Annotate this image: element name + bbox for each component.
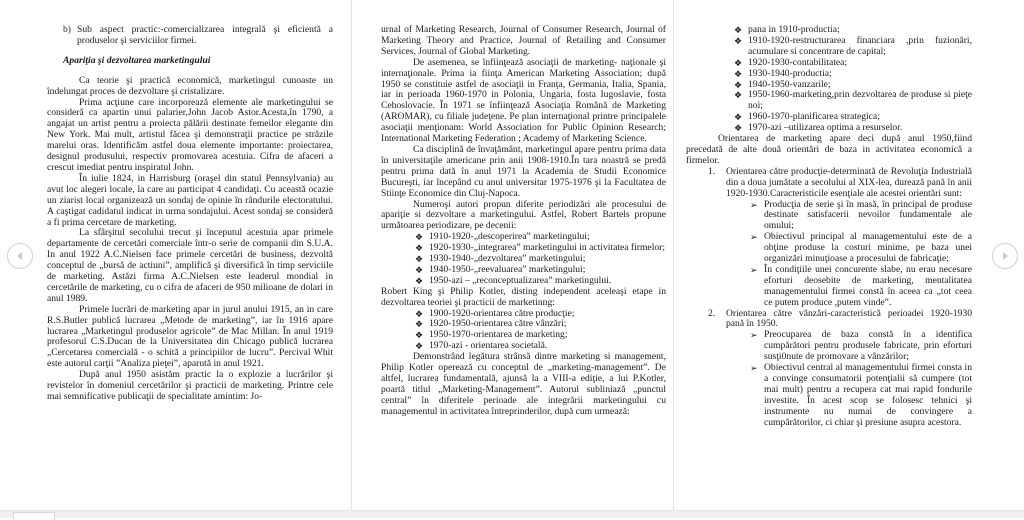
page-3 — [673, 0, 1024, 510]
arrow-bullet-icon: ➢ — [750, 264, 758, 275]
diamond-bullet-icon: ❖ — [734, 123, 743, 134]
list-item: ➢ Obiectivul principal al managementului este de a obţine produse la costuri minime, pe baza unei organizări minuţioase a procesului de fabricaţie; — [750, 231, 972, 265]
chevron-right-icon — [1000, 251, 1010, 261]
paragraph: Numeroşi autori propun diferite periodizări ale procesului de apariţie si dezvoltare a marketingului. Astfel, Robert Bartels propune următoarea periodizare, pe decenii: — [381, 198, 666, 232]
list-item: ➢ Preocuparea de baza constă în a identifica cumpărători pentru produsele fabricate, prin eforturi susţi0nute de promovare a vânzărilor; — [750, 329, 972, 363]
list-item: ❖ 1920-1930-contabilitatea; — [734, 56, 848, 68]
list-number: 1. — [708, 165, 716, 177]
list-item: ❖ 1960-1970-planificarea strategica; — [734, 111, 880, 123]
page-3-column — [686, 25, 972, 429]
paragraph: Robert King şi Philip Kotler, disting independent aceleaşi etape in dezvoltarea teoriei şi practicii de marketinng: — [381, 285, 666, 308]
diamond-bullet-icon: ❖ — [734, 57, 743, 68]
arrow-bullet-icon: ➢ — [750, 330, 758, 341]
paragraph: Prima acţiune care incorporează elemente ale marketingului se consideră ca apartin unui palarier,John Jacob Astor.Acesta,în 1790, a angajat un artist pentru a proiecta pălării destinate femeilor elegante din New York. Mai mult, artistul făcea şi demonstraţii practice pe străzile marelui oras. Identificăm astfel doua elemente importante: proiectarea, designul produsului, respectiv promovarea acestuia. Cifra de afaceri a crescut imediat pentru inspiratul John. — [47, 96, 333, 173]
diamond-bullet-icon: ❖ — [415, 243, 424, 254]
previous-page-button[interactable] — [7, 243, 33, 269]
diamond-bullet-icon: ❖ — [415, 308, 424, 319]
list-text: Sub aspect practic:-comercializarea integrală şi eficientă a produselor şi serviciilor firmei. — [77, 24, 333, 46]
list-item: ➢ În condiţiile unei concurente slabe, nu erau necesare eforturi deosebite de marketing, mentalitatea managementului firmei constă în aceea ca „tot ceea ce putem produce ,putem vinde”. — [750, 263, 972, 308]
list-item: ❖ 1940-1950-vanzarile; — [734, 78, 831, 90]
list-item: ❖ 1930-1940-productia; — [734, 67, 832, 79]
paragraph: urnal of Marketing Research, Journal of Consumer Research, Journal of Marketing Theory and Practice, Journal of Retailing and Consumer Services, Journal of Global Marketing. — [381, 24, 666, 57]
arrow-bullet-icon: ➢ — [750, 232, 758, 243]
list-item: ❖ 1950-azi – „reconceptualizarea” marketingului. — [415, 274, 612, 286]
list-marker: b) — [63, 24, 71, 35]
page-1 — [0, 0, 351, 510]
diamond-bullet-icon: ❖ — [415, 330, 424, 341]
next-page-button[interactable] — [992, 243, 1018, 269]
diamond-bullet-icon: ❖ — [734, 68, 743, 79]
list-item-b — [63, 25, 333, 47]
orientation-1-points — [750, 200, 972, 309]
list-item: ❖ 1930-1940-„dezvoltarea” marketingului; — [415, 253, 586, 265]
diamond-bullet-icon: ❖ — [734, 25, 743, 35]
arrow-bullet-icon: ➢ — [750, 363, 758, 374]
chevron-left-icon — [15, 251, 25, 261]
orientation-item-2: 2. Orientarea către vânzări-caracteristică perioadei 1920-1930 pană în 1950. — [708, 307, 972, 330]
page-1-column — [47, 25, 333, 403]
list-item: ❖ 1910-1920-„descoperirea” marketingului; — [415, 231, 590, 243]
king-kotler-list — [415, 309, 666, 353]
paragraph: Demonstrând legătura strânsă dintre marketing si management, Philip Kotler operează cu conceptul de „marketing-management”. De altfel, lucrarea fundamentală, ajunsă la a VIII-a ediţie, a lui P.Kotler, poartă titlul „Marketing-Management”. Autorul subliniază „punctul central” în diferitele perioade ale integrării marketingului cu managementul in activitatea întreprinderilor, după cum urmează: — [381, 351, 666, 417]
periods-list — [734, 25, 972, 134]
list-item: ❖ 1900-1920-orientarea către producţie; — [415, 307, 575, 319]
paragraph: Primele lucrări de marketing apar in jurul anului 1915, an in care R.S.Butler publică lucrarea „Metode de marketing”, iar în 1916 apare lucrarea „Marketingul produselor agricole” de Mac Millan. În anul 1919 profesorul C.S.Ducan de la Universitatea din Chicago publică lucrarea „Cercetarea comercială - o schită a principiilor de lucru”. Percival Whit este autorul carţii ”Analiza pieţei”, aparută in anul 1921. — [47, 303, 333, 370]
diamond-bullet-icon: ❖ — [415, 254, 424, 265]
paragraph: Ca teorie şi practică economică, marketingul cunoaste un îndelungat proces de dezvoltare şi cristalizare. — [47, 74, 333, 97]
section-heading: Apariţia şi dezvoltarea marketingului — [63, 54, 211, 66]
list-item: ❖ 1950-1960-marketing,prin dezvoltarea de produse si pieţe noi; — [734, 89, 972, 112]
diamond-bullet-icon: ❖ — [734, 112, 743, 123]
paragraph: La sfârşitul secolului trecut şi începutul acestuia apar primele departamente de cercetări comerciale într-o serie de companii din S.U.A. In anul 1922 A.C.Nielsen face primele cercetări de business, dezvoltă conceptul de „bursă de actiuni”, amplifică şi diversifică în timp serviciile de marketing. Astăzi firma A.C.Nielsen este leaderul mondial in cercetările de marketing, cu o cifra de afaceri de 950 milioane de dolari in anul 1989. — [47, 227, 333, 304]
list-item: ❖ 1910-1920-restructurarea financiara ,prin fuzionări, acumulare si concentrare de capital; — [734, 34, 972, 57]
orientation-item-1: 1. Orientarea către producţie-determinată de Revoluţia Industrială din a doua jumătate a secolului al XIX-lea, durează pană în anii 1920-1930.Caracteristicile esenţiale ale acestei orientări sunt: — [708, 165, 972, 199]
paragraph: Ca disciplină de învaţământ, marketingul apare pentru prima data în universitaţile americane prin anii 1908-1910.În tara noastră se predă pentru prima dată în anul 1971 la Academia de Studii Economice Bucureşti, iar începând cu anul universitar 1975-1976 şi la Facultatea de Stiinţe Economice din Cluj-Napoca. — [381, 143, 666, 199]
paragraph: În iulie 1824, in Harrisburg (oraşel din statul Pennsylvania) au avut loc alegeri locale, la care au participat 4 candidaţi. Cu această ocazie un ziarist local organizează un sondaj de opinie în rândurile electoratului. A caştigat cadidatul indicat in urma sondajului. Acest sondaj se consideră a fi prima cercetare de marketing. — [47, 172, 333, 228]
list-item: ❖ 1970-azi –utilizarea optima a resurselor. — [734, 122, 903, 134]
page-2 — [351, 0, 674, 510]
diamond-bullet-icon: ❖ — [415, 264, 424, 275]
list-item: ❖ 1920-1950-orientarea către vânzări; — [415, 318, 567, 330]
list-item: ➢ Obiectivul central al managementului firmei consta in a convinge consumatorii potenţialii să cumpere (tot mai mult) pentru a recupera cat mai rapid fondurile investite. În acest scop se folosesc tehnici şi instrumente nu numai de convingere a cumpărătorilor, ci chiar şi presiune asupra acestora. — [750, 362, 972, 428]
diamond-bullet-icon: ❖ — [734, 35, 743, 46]
paragraph: După anul 1950 asistăm practic la o explozie a lucrărilor şi revistelor în domeniul cercetărilor şi practicii de marketing. Printre cele mai semnificative publicaţii de specialitate amintim: Jo- — [47, 369, 333, 402]
list-item: ❖ pana in 1910-productia; — [734, 24, 840, 35]
paragraph: Orientarea de marketing apare deci după anul 1950,fiind precedată de alte două orientări de baza in activitatea economică a firmelor. — [686, 133, 972, 166]
list-item: ❖ 1940-1950-„reevaluarea” marketingului; — [415, 263, 586, 275]
diamond-bullet-icon: ❖ — [415, 319, 424, 330]
bartels-list — [415, 232, 666, 287]
list-number: 2. — [708, 307, 716, 319]
list-item: ❖ 1950-1970-orientarea de marketing; — [415, 329, 568, 341]
bottom-tab[interactable] — [13, 512, 55, 520]
page-2-column — [381, 25, 666, 418]
list-item: ❖ 1970-azi - orientarea societală. — [415, 340, 548, 352]
diamond-bullet-icon: ❖ — [734, 79, 743, 90]
paragraph: De asemenea, se înfiinţează asociaţii de marketing- naţionale şi internaţionale. Prima ia fiinţa American Marketing Association; după 1950 se constituie astfel de asociaţii in Franţa, Germania, Italia, Spania, iar in perioada 1960-1970 in Polonia, Ungaria, fosta Iugoslavie, fosta Cehoslovacie. În 1971 se înfiinţează Asociaţia Română de Marketing (AROMAR), cu filiale judeţene. Pe plan internaţional printre principalele asociaţii menţionam: World Association for Public Opinion Research; International Marketing Federation ; Academy of Marketing Science. — [381, 56, 666, 145]
diamond-bullet-icon: ❖ — [415, 275, 424, 286]
diamond-bullet-icon: ❖ — [415, 341, 424, 352]
diamond-bullet-icon: ❖ — [415, 232, 424, 243]
arrow-bullet-icon: ➢ — [750, 199, 758, 210]
list-item: ➢ Producţia de serie şi în masă, în principal de produse destinate satisfacerii nevoilor fundamentale ale omului; — [750, 198, 972, 232]
orientation-2-points — [750, 330, 972, 428]
diamond-bullet-icon: ❖ — [734, 90, 743, 101]
list-item: ❖ 1920-1930-„integrarea” marketingului in activitatea firmelor; — [415, 242, 666, 254]
